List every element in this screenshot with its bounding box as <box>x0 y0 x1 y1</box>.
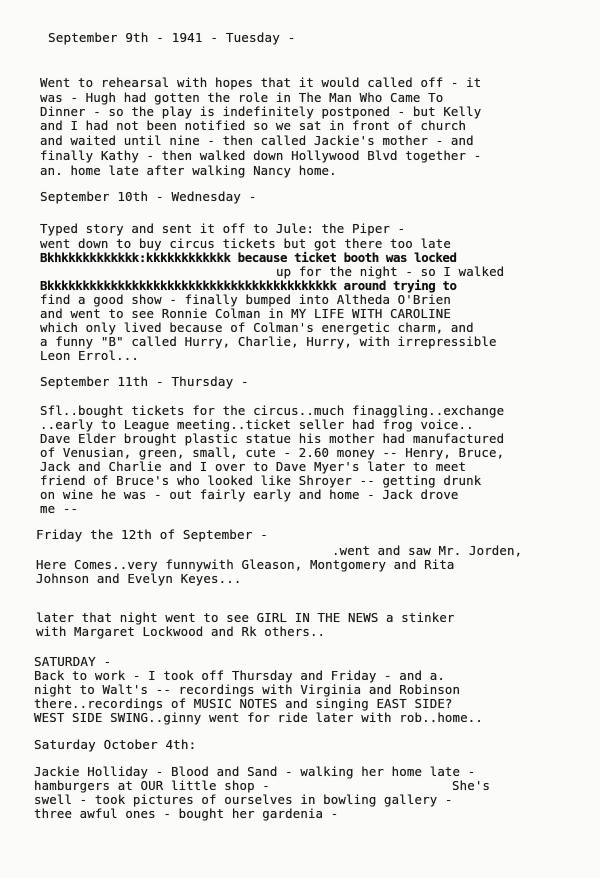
entry-text-line: went down to buy circus tickets but got there too late <box>40 236 451 251</box>
entry-text-line: Typed story and sent it off to Jule: the Piper - <box>40 221 406 236</box>
struck-out-text-line: Bkkkkkkkkkkkkkkkkkkkkkkkkkkkkkkkkkkkkkkkkk around trying to <box>40 278 457 293</box>
entry-text-line: She's <box>452 778 491 793</box>
entry-text-line: an. home late after walking Nancy home. <box>40 163 337 178</box>
entry-text-line: find a good show - finally bumped into Altheda O'Brien <box>40 292 451 307</box>
entry-text-line: there..recordings of MUSIC NOTES and singing EAST SIDE? <box>34 696 453 711</box>
entry-text-line: Back to work - I took off Thursday and Friday - and a. <box>34 668 445 683</box>
entry-text-line: me -- <box>40 501 79 516</box>
entry-text-line: with Margaret Lockwood and Rk others.. <box>36 624 326 639</box>
entry-text-line: Jack and Charlie and I over to Dave Myer's later to meet <box>40 459 467 474</box>
entry-text-line: swell - took pictures of ourselves in bowling gallery - <box>34 792 453 807</box>
entry-text-line: and I had not been notified so we sat in front of church <box>40 118 467 133</box>
entry-text-line: and waited until nine - then called Jackie's mother - and <box>40 133 474 148</box>
entry-text-line: on wine he was - out fairly early and home - Jack drove <box>40 487 459 502</box>
entry-text-line: .went and saw Mr. Jorden, <box>332 543 523 558</box>
entry-text-line: Johnson and Evelyn Keyes... <box>36 571 242 586</box>
entry-text-line: of Venusian, green, small, cute - 2.60 money -- Henry, Bruce, <box>40 445 505 460</box>
entry-heading: September 11th - Thursday - <box>40 374 249 389</box>
entry-text-line: Here Comes..very funnywith Gleason, Montgomery and Rita <box>36 557 455 572</box>
entry-text-line: finally Kathy - then walked down Hollywood Blvd together - <box>40 148 482 163</box>
entry-text-line: Went to rehearsal with hopes that it would called off - it <box>40 75 482 90</box>
struck-out-text-line: Bkhkkkkkkkkkkk:kkkkkkkkkkkk because ticket booth was locked <box>40 250 457 265</box>
entry-text-line: and went to see Ronnie Colman in MY LIFE WITH CAROLINE <box>40 306 451 321</box>
entry-text-line: ..early to League meeting..ticket seller had frog voice.. <box>40 417 474 432</box>
entry-heading: SATURDAY - <box>34 654 112 669</box>
entry-text-line: later that night went to see GIRL IN THE NEWS a stinker <box>36 610 455 625</box>
entry-text-line: Sfl..bought tickets for the circus..much finaggling..exchange <box>40 403 505 418</box>
entry-heading: September 10th - Wednesday - <box>40 189 257 204</box>
entry-heading: September 9th - 1941 - Tuesday - <box>48 30 296 45</box>
entry-text-line: Leon Errol... <box>40 348 139 363</box>
entry-text-line: friend of Bruce's who looked like Shroyer -- getting drunk <box>40 473 482 488</box>
entry-text-line: Jackie Holliday - Blood and Sand - walking her home late - <box>34 764 476 779</box>
entry-text-line: which only lived because of Colman's energetic charm, and <box>40 320 474 335</box>
entry-text-line: was - Hugh had gotten the role in The Man Who Came To <box>40 90 444 105</box>
entry-text-line: up for the night - so I walked <box>276 264 505 279</box>
entry-text-line: Dinner - so the play is indefinitely postponed - but Kelly <box>40 104 482 119</box>
entry-heading: Saturday October 4th: <box>34 737 197 752</box>
entry-text-line: night to Walt's -- recordings with Virginia and Robinson <box>34 682 461 697</box>
entry-text-line: hamburgers at OUR little shop - <box>34 778 270 793</box>
entry-text-line: three awful ones - bought her gardenia - <box>34 806 339 821</box>
entry-text-line: WEST SIDE SWING..ginny went for ride later with rob..home.. <box>34 710 483 725</box>
entry-heading: Friday the 12th of September - <box>36 527 268 542</box>
entry-text-line: a funny "B" called Hurry, Charlie, Hurry, with irrepressible <box>40 334 497 349</box>
entry-text-line: Dave Elder brought plastic statue his mother had manufactured <box>40 431 505 446</box>
